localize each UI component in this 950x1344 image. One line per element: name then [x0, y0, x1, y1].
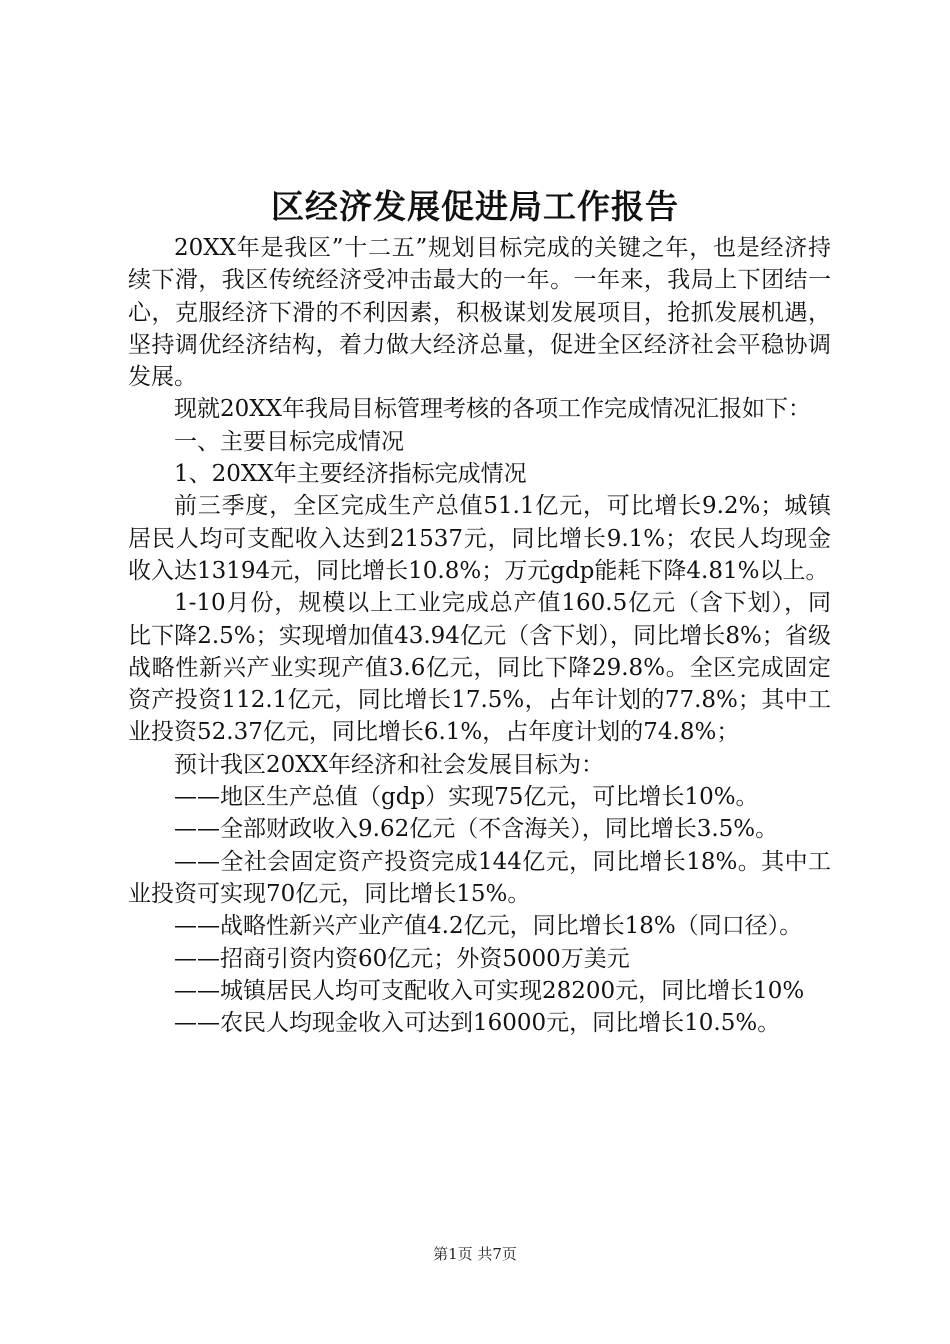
target-item: ——农民人均现金收入可达到16000元，同比增长10.5%。 — [174, 1010, 781, 1037]
paragraph: 20XX年是我区”十二五”规划目标完成的关键之年，也是经济持续下滑，我区传统经济受冲击最大的一年。一年来，我局上下团结一心，克服经济下滑的不利因素，积极谋划发展项目，抢抓发展机遇，坚持调优经济结构，着力做大经济总量，促进全区经济社会平稳协调发展。 — [128, 235, 831, 391]
page-number-footer: 第1页 共7页 — [433, 1245, 517, 1263]
document-title: 区经济发展促进局工作报告 — [271, 187, 679, 226]
paragraph: 前三季度，全区完成生产总值51.1亿元，可比增长9.2%；城镇居民人均可支配收入达到21537元，同比增长9.1%；农民人均现金收入达13194元，同比增长10.8%；万元gdp能耗下降4.81%以上。 — [128, 493, 831, 584]
target-item: ——招商引资内资60亿元；外资5000万美元 — [174, 945, 630, 972]
target-item: ——战略性新兴产业产值4.2亿元，同比增长18%（同口径）。 — [174, 913, 803, 940]
section-heading: 一、主要目标完成情况 — [174, 428, 404, 455]
paragraph: 1-10月份，规模以上工业完成总产值160.5亿元（含下划），同比下降2.5%；实现增加值43.94亿元（含下划），同比增长8%；省级战略性新兴产业实现产值3.6亿元，同比下降29.8%。全区完成固定资产投资112.1亿元，同比增长17.5%，占年计划的77.8%；其中工业投资52.37亿元，同比增长6.1%，占年度计划的74.8%； — [128, 590, 831, 746]
paragraph: 现就20XX年我局目标管理考核的各项工作完成情况汇报如下： — [174, 396, 812, 423]
paragraph: 预计我区20XX年经济和社会发展目标为： — [174, 751, 605, 778]
target-item: ——全社会固定资产投资完成144亿元，同比增长18%。其中工业投资可实现70亿元，同比增长15%。 — [128, 848, 831, 907]
target-item: ——城镇居民人均可支配收入可实现28200元，同比增长10% — [174, 977, 805, 1004]
target-item: ——地区生产总值（gdp）实现75亿元，可比增长10%。 — [174, 784, 759, 811]
subsection-heading: 1、20XX年主要经济指标完成情况 — [174, 461, 527, 488]
document-body — [128, 232, 831, 1039]
target-item: ——全部财政收入9.62亿元（不含海关），同比增长3.5%。 — [174, 816, 779, 843]
